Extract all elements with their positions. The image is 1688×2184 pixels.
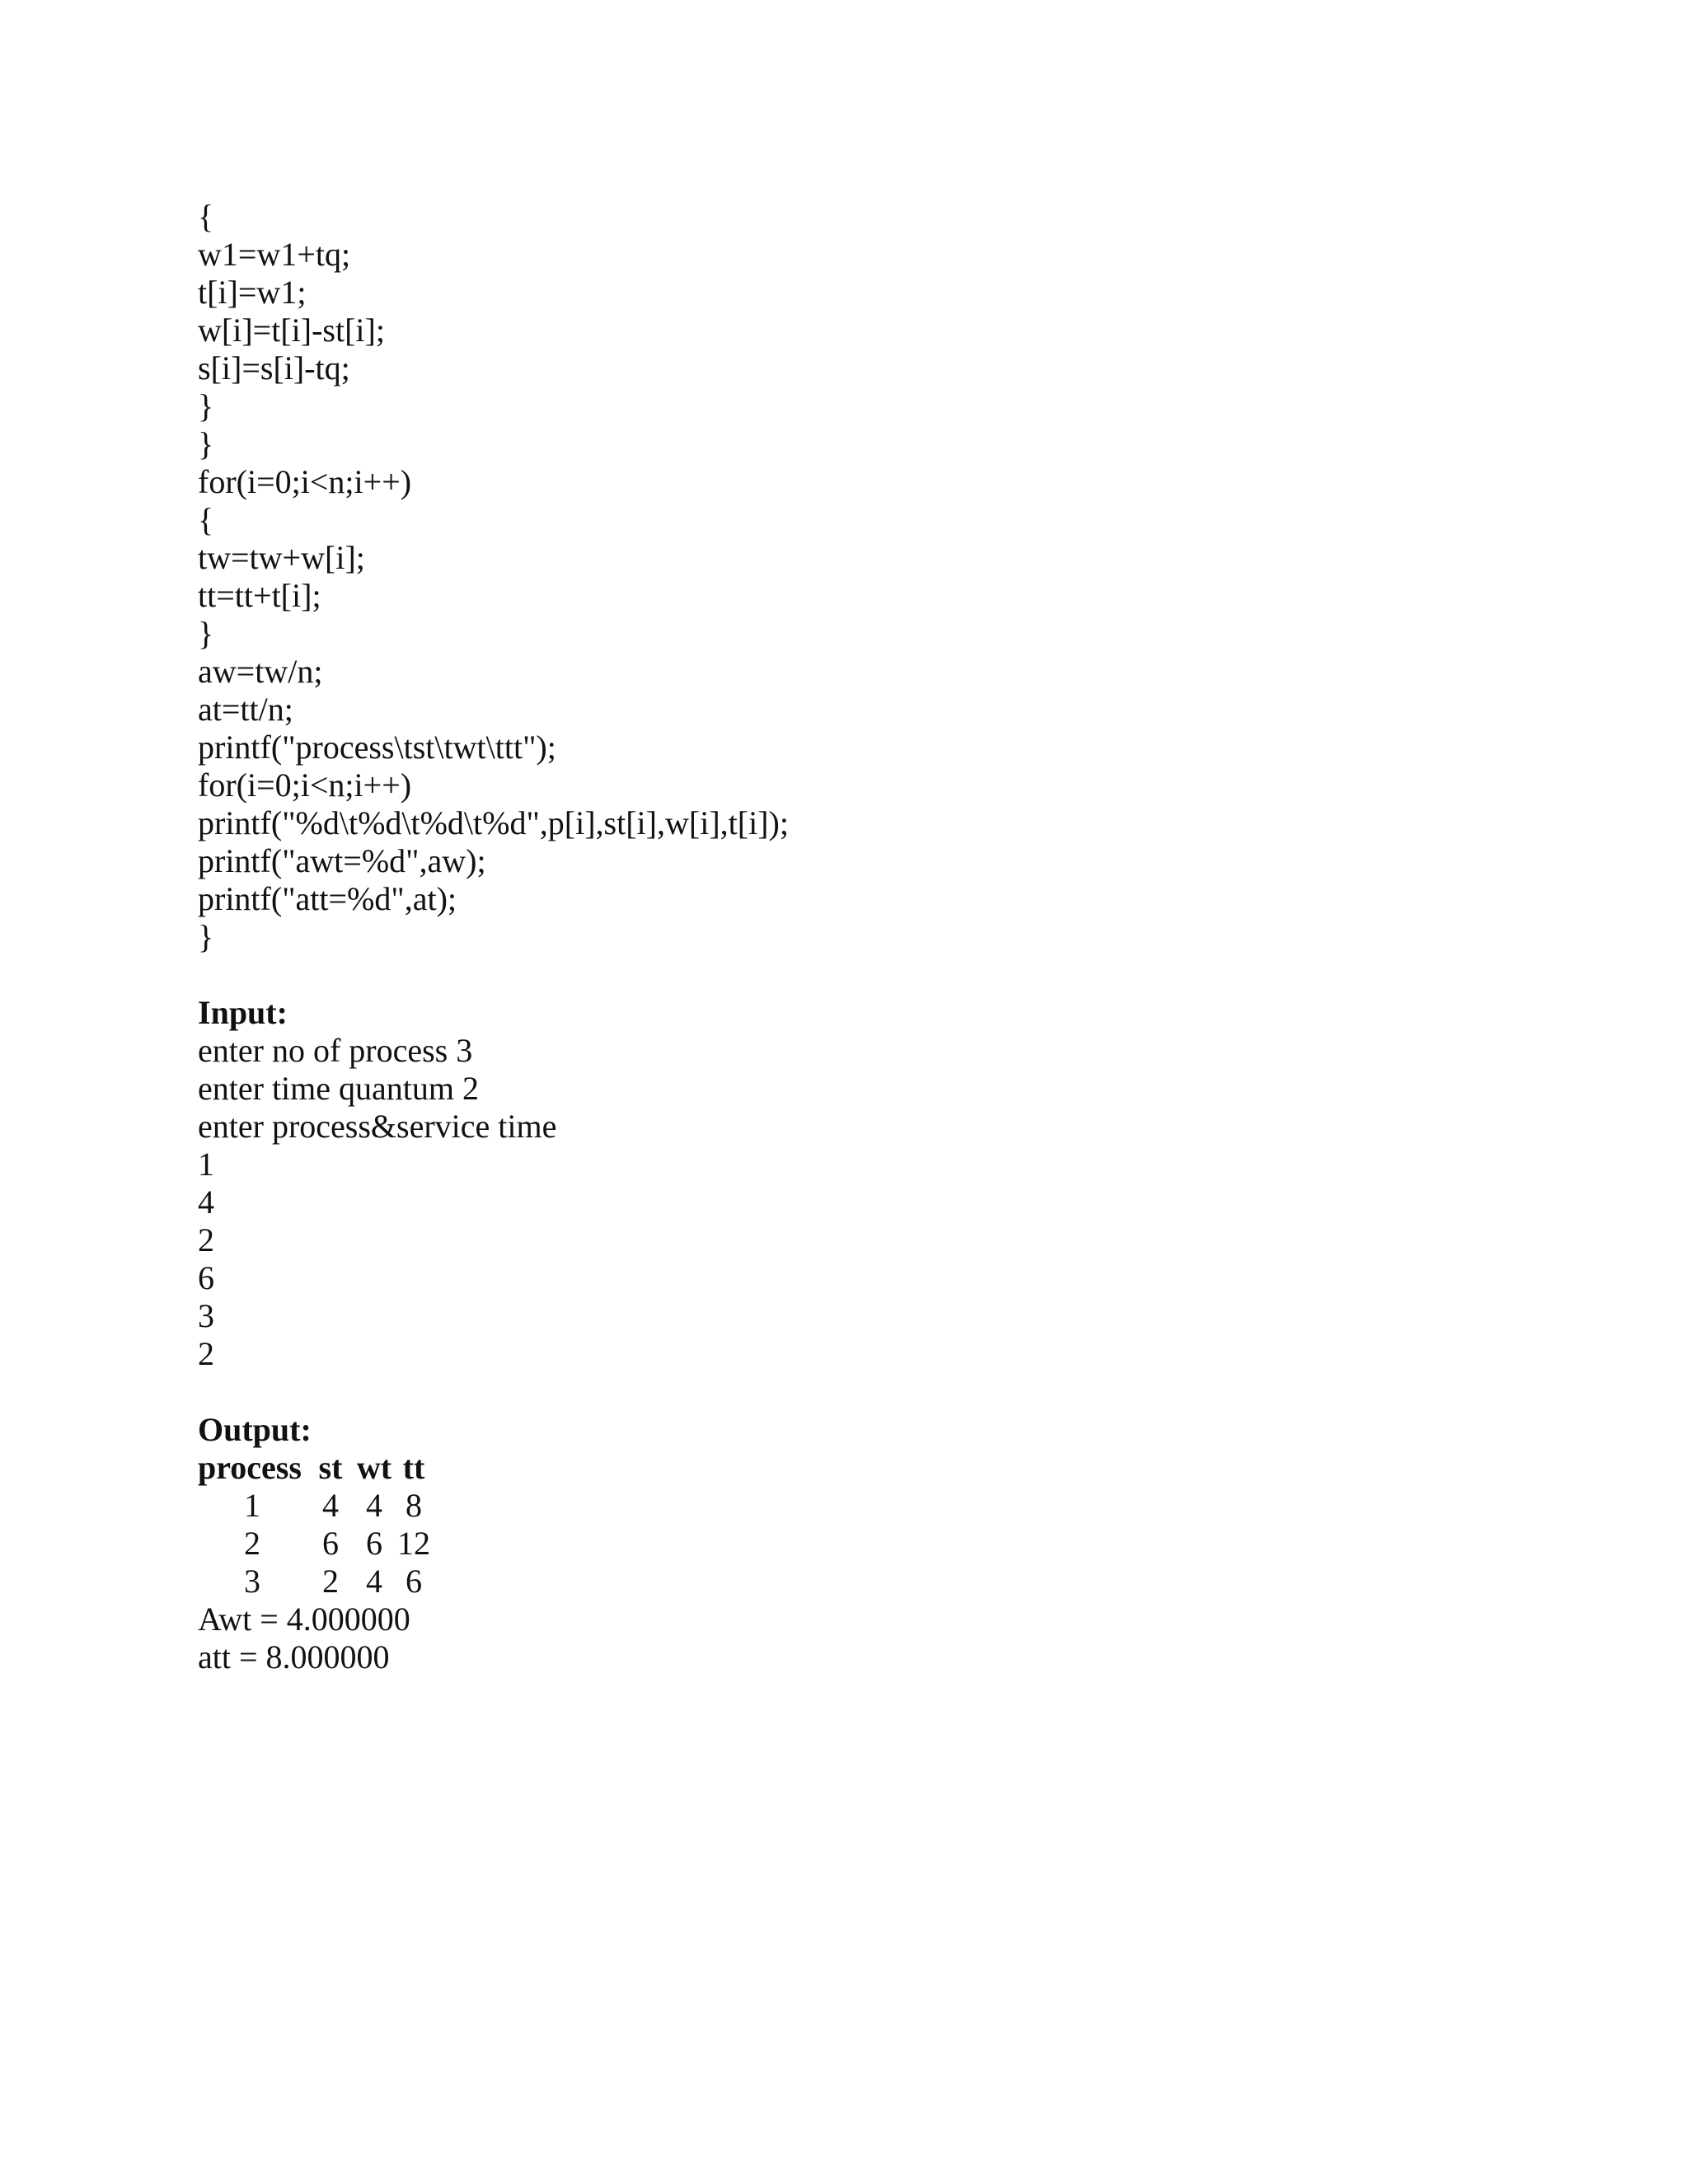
table-cell: 8 bbox=[406, 1487, 422, 1524]
table-cell: 6 bbox=[322, 1525, 339, 1562]
output-section bbox=[198, 1411, 1517, 1676]
table-header-process: process bbox=[198, 1449, 302, 1486]
code-line: printf("%d\t%d\t%d\t%d",p[i],st[i],w[i],t[i]); bbox=[198, 804, 789, 841]
table-cell: 4 bbox=[366, 1487, 382, 1524]
table-header-tt: tt bbox=[402, 1449, 425, 1486]
code-line: } bbox=[198, 387, 214, 424]
code-line: printf("att=%d",at); bbox=[198, 880, 457, 917]
table-cell: 6 bbox=[366, 1525, 382, 1562]
code-line: s[i]=s[i]-tq; bbox=[198, 349, 350, 387]
table-cell: 3 bbox=[244, 1563, 260, 1600]
code-block bbox=[198, 198, 1517, 956]
table-cell: 12 bbox=[397, 1525, 430, 1562]
code-line: for(i=0;i<n;i++) bbox=[198, 463, 412, 500]
code-line: printf("process\tst\twt\ttt"); bbox=[198, 729, 556, 766]
code-line: for(i=0;i<n;i++) bbox=[198, 766, 412, 804]
average-turnaround-time: att = 8.000000 bbox=[198, 1638, 390, 1675]
code-line: { bbox=[198, 501, 214, 538]
table-row bbox=[198, 1563, 1517, 1601]
input-heading: Input: bbox=[198, 994, 288, 1031]
code-line: w[i]=t[i]-st[i]; bbox=[198, 312, 385, 349]
table-cell: 4 bbox=[322, 1487, 339, 1524]
code-line: tt=tt+t[i]; bbox=[198, 577, 321, 614]
input-line: 2 bbox=[198, 1335, 214, 1372]
input-line: 1 bbox=[198, 1146, 214, 1183]
average-waiting-time: Awt = 4.000000 bbox=[198, 1601, 410, 1638]
table-cell: 2 bbox=[322, 1563, 339, 1600]
code-line: printf("awt=%d",aw); bbox=[198, 842, 486, 879]
output-heading: Output: bbox=[198, 1411, 312, 1448]
table-row bbox=[198, 1487, 1517, 1525]
table-header-st: st bbox=[318, 1449, 343, 1486]
table-cell: 2 bbox=[244, 1525, 260, 1562]
input-line: 3 bbox=[198, 1297, 214, 1334]
document-content bbox=[198, 198, 1517, 1676]
table-cell: 4 bbox=[366, 1563, 382, 1600]
section-spacer bbox=[198, 956, 1517, 994]
code-line: { bbox=[198, 198, 214, 235]
section-spacer bbox=[198, 1373, 1517, 1411]
code-line: aw=tw/n; bbox=[198, 653, 323, 690]
code-line: } bbox=[198, 918, 214, 955]
table-row bbox=[198, 1525, 1517, 1563]
code-line: tw=tw+w[i]; bbox=[198, 539, 365, 576]
code-line: at=tt/n; bbox=[198, 691, 293, 728]
input-section bbox=[198, 994, 1517, 1373]
table-cell: 1 bbox=[244, 1487, 260, 1524]
code-line: } bbox=[198, 425, 214, 462]
input-line: enter no of process 3 bbox=[198, 1032, 473, 1069]
input-line: enter time quantum 2 bbox=[198, 1070, 480, 1107]
code-line: t[i]=w1; bbox=[198, 274, 307, 311]
code-line: w1=w1+tq; bbox=[198, 236, 351, 273]
input-line: 2 bbox=[198, 1221, 214, 1258]
input-line: 4 bbox=[198, 1183, 214, 1221]
code-line: } bbox=[198, 615, 214, 652]
input-line: enter process&service time bbox=[198, 1108, 557, 1145]
input-line: 6 bbox=[198, 1259, 214, 1296]
table-header-row bbox=[198, 1449, 1517, 1487]
output-table bbox=[198, 1449, 1517, 1601]
table-cell: 6 bbox=[406, 1563, 422, 1600]
table-header-wt: wt bbox=[356, 1449, 392, 1486]
